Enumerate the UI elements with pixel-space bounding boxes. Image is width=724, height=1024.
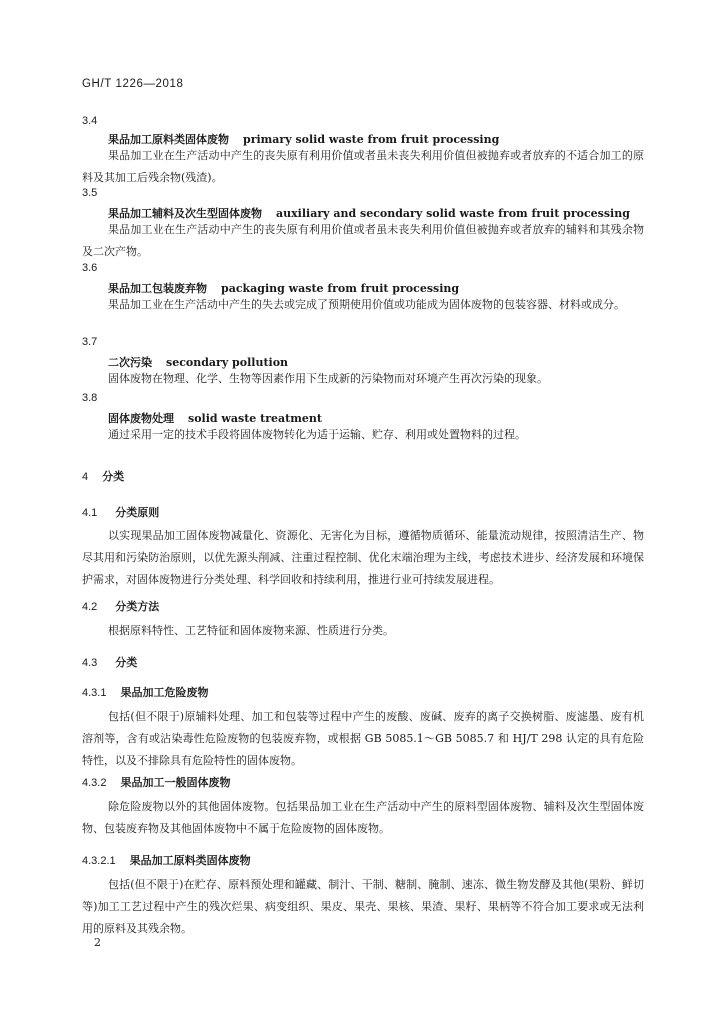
term-definition: 果品加工业在生产活动中产生的丧失原有利用价值或者虽未丧失利用价值但被抛弃或者放弃的不适合加工的原料及其加工后残余物(残渣)。: [82, 149, 644, 184]
term-zh: 果品加工原料类固体废物: [108, 133, 229, 146]
subsubsection-title: 果品加工危险废物: [120, 686, 209, 699]
subsubsection-heading: [82, 774, 230, 790]
term-zh: 二次污染: [108, 356, 152, 369]
subsection-number: 4.2: [82, 601, 98, 613]
subsubsubsection-heading: [82, 852, 251, 868]
subsection-number: 4.3: [82, 657, 98, 669]
section-number: 4: [82, 471, 89, 483]
subsection-heading: [82, 598, 159, 614]
section-heading: [82, 468, 124, 484]
term-zh: 果品加工辅料及次生型固体废物: [108, 207, 262, 220]
term-zh: 果品加工包装废弃物: [108, 282, 207, 295]
subsubsection-number: 4.3.1: [82, 687, 107, 699]
paragraph: 除危险废物以外的其他固体废物。包括果品加工业在生产活动中产生的原料型固体废物、辅料及次生型固体废物、包装废弃物及其他固体废物中不属于危险废物的固体废物。: [82, 800, 644, 835]
term-en: auxiliary and secondary solid waste from fruit processing: [276, 207, 630, 220]
subsection-number: 4.1: [82, 507, 98, 519]
term-zh: 固体废物处理: [108, 412, 174, 425]
paragraph: 包括(但不限于)在贮存、原料预处理和罐藏、制汁、干制、糖制、腌制、速冻、微生物发酵及其他(果粉、鲜切等)加工工艺过程中产生的残次烂果、病变组织、果皮、果壳、果核、果渣、果籽、果柄等不符合加工要求或无法利用的原料及其残余物。: [82, 878, 644, 935]
term-definition: 固体废物在物理、化学、生物等因素作用下生成新的污染物而对环境产生再次污染的现象。: [108, 372, 548, 385]
term-en: primary solid waste from fruit processing: [243, 133, 500, 146]
paragraph: 包括(但不限于)原辅料处理、加工和包装等过程中产生的废酸、废碱、废弃的离子交换树脂、废滤墨、废有机溶剂等，含有或沾染毒性危险废物的包装废弃物，或根据 GB 5085.1～GB 5085.7 和 HJ/T 298 认定的具有危险特性，以及不排除具有危险特性的固体废物。: [82, 710, 644, 767]
section-title: 分类: [102, 470, 125, 483]
subsubsubsection-title: 果品加工原料类固体废物: [129, 854, 251, 867]
subsection-heading: [82, 654, 137, 670]
term-definition: 通过采用一定的技术手段将固体废物转化为适于运输、贮存、利用或处置物料的过程。: [108, 428, 526, 441]
subsection-title: 分类原则: [115, 506, 160, 519]
term-definition: 果品加工业在生产活动中产生的丧失原有利用价值或者虽未丧失利用价值但被抛弃或者放弃的辅料和其残余物及二次产物。: [82, 223, 644, 258]
paragraph: 根据原料特性、工艺特征和固体废物来源、性质进行分类。: [108, 624, 394, 637]
term-number: 3.4: [82, 115, 98, 127]
term-en: solid waste treatment: [188, 412, 322, 425]
subsubsection-title: 果品加工一般固体废物: [120, 776, 231, 789]
paragraph: 以实现果品加工固体废物减量化、资源化、无害化为目标，遵循物质循环、能量流动规律，按照清洁生产、物尽其用和污染防治原则，以优先源头削减、注重过程控制、优化末端治理为主线，考虑技术进步、经济发展和环境保护需求，对固体废物进行分类处理、科学回收和持续利用，推进行业可持续发展进程。: [82, 529, 644, 586]
subsection-title: 分类方法: [115, 600, 160, 613]
term-number: 3.6: [82, 262, 98, 274]
subsubsubsection-number: 4.3.2.1: [82, 855, 116, 867]
page-number: 2: [94, 936, 101, 949]
standard-code: GH/T 1226—2018: [82, 78, 184, 90]
term-en: packaging waste from fruit processing: [221, 282, 460, 295]
term-en: secondary pollution: [166, 356, 289, 369]
subsubsection-number: 4.3.2: [82, 777, 107, 789]
subsection-heading: [82, 504, 159, 520]
subsection-title: 分类: [115, 656, 138, 669]
term-number: 3.7: [82, 336, 98, 348]
term-definition: 果品加工业在生产活动中产生的失去或完成了预期使用价值或功能成为固体废物的包装容器、材料或成分。: [108, 298, 625, 311]
subsubsection-heading: [82, 684, 208, 700]
term-number: 3.5: [82, 187, 98, 199]
term-number: 3.8: [82, 392, 98, 404]
